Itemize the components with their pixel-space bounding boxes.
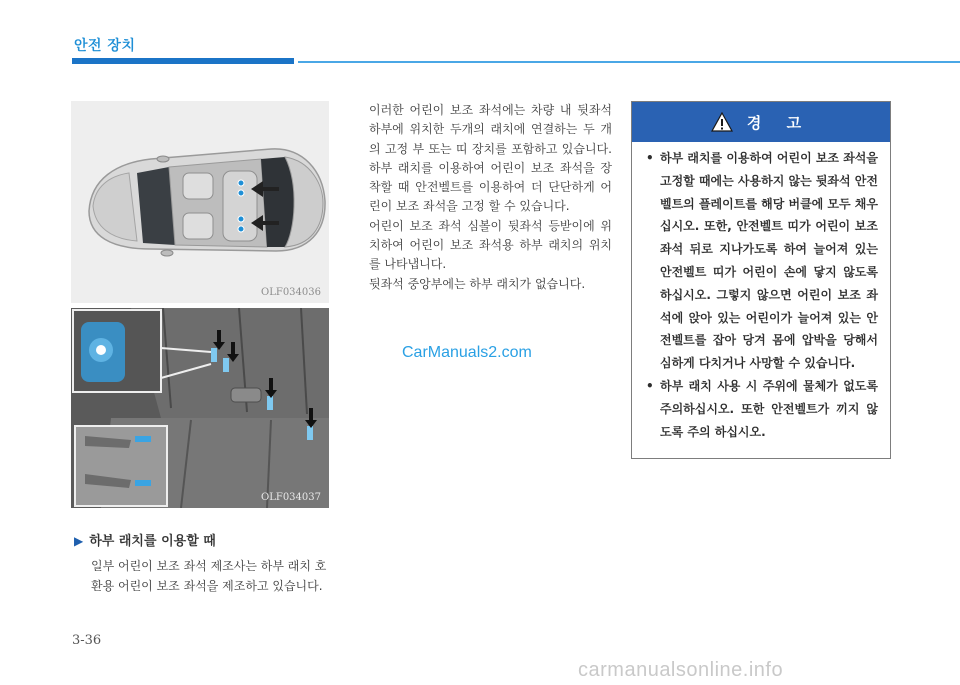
header-rule-thick xyxy=(72,58,294,64)
warning-triangle-icon xyxy=(711,112,733,132)
middle-paragraph: 이러한 어린이 보조 좌석에는 차량 내 뒷좌석 하부에 위치한 두개의 래치에 연결하는 두 개의 고정 부 또는 띠 장치를 포함하고 있습니다. 하부 래치를 이용하여 어린이 보조 좌석을 장착할 때 안전벨트를 이용하여 더 단단하게 어린이 보조 좌석을 고정 할 수 있습니다. xyxy=(369,103,612,214)
watermark-link[interactable]: CarManuals2.com xyxy=(402,344,532,361)
section-body: 일부 어린이 보조 좌석 제조사는 하부 래치 호환용 어린이 보조 좌석을 제조하고 있습니다. xyxy=(91,559,327,593)
warning-list xyxy=(632,142,890,443)
middle-paragraph: 어린이 보조 좌석 심볼이 뒷좌석 등받이에 위치하여 어린이 보조 좌석용 하부 래치의 위치를 나타냅니다. xyxy=(369,218,612,272)
warning-header xyxy=(632,102,890,142)
footer-watermark[interactable]: carmanualsonline.info xyxy=(578,659,784,681)
rear-seat-illustration xyxy=(71,308,329,508)
page-number: 3-36 xyxy=(72,633,102,648)
figure2-caption: OLF034037 xyxy=(261,492,321,503)
section-heading-text: 하부 래치를 이용할 때 xyxy=(89,534,216,549)
section-heading xyxy=(74,530,216,549)
heading-marker-icon: ▶ xyxy=(74,534,84,548)
middle-column-text xyxy=(369,101,612,294)
header-rule-thin xyxy=(298,61,960,63)
figure1-caption: OLF034036 xyxy=(261,287,321,298)
figure-car-top-view xyxy=(71,101,329,303)
figure-rear-seat-latch xyxy=(71,308,329,508)
warning-item: • 하부 래치 사용 시 주위에 물체가 없도록 주의하십시오. 또한 안전벨트가 끼지 않도록 주의 하십시오. xyxy=(646,375,878,443)
header-title: 안전 장치 xyxy=(74,38,136,54)
warning-item: • 하부 래치를 이용하여 어린이 보조 좌석을 고정할 때에는 사용하지 않는 뒷좌석 안전벨트의 플레이트를 해당 버클에 모두 채우십시오. 또한, 안전벨트 띠가 어린이 보조 좌석 뒤로 지나가도록 하여 늘어져 있는 안전벨트 띠가 어린이 손에 닿지 않도록 하십시오. 그렇지 않으면 어린이 보조 좌석에 앉아 있는 어린이가 늘어져 있는 안전벨트를 잡아 당겨 몸에 압박을 당해서 심하게 다치거나 사망할 수 있습니다. xyxy=(646,147,878,375)
warning-box xyxy=(631,101,891,459)
middle-paragraph: 뒷좌석 중앙부에는 하부 래치가 없습니다. xyxy=(369,276,586,291)
car-top-view-illustration xyxy=(71,101,329,303)
warning-title: 경 고 xyxy=(746,113,812,132)
